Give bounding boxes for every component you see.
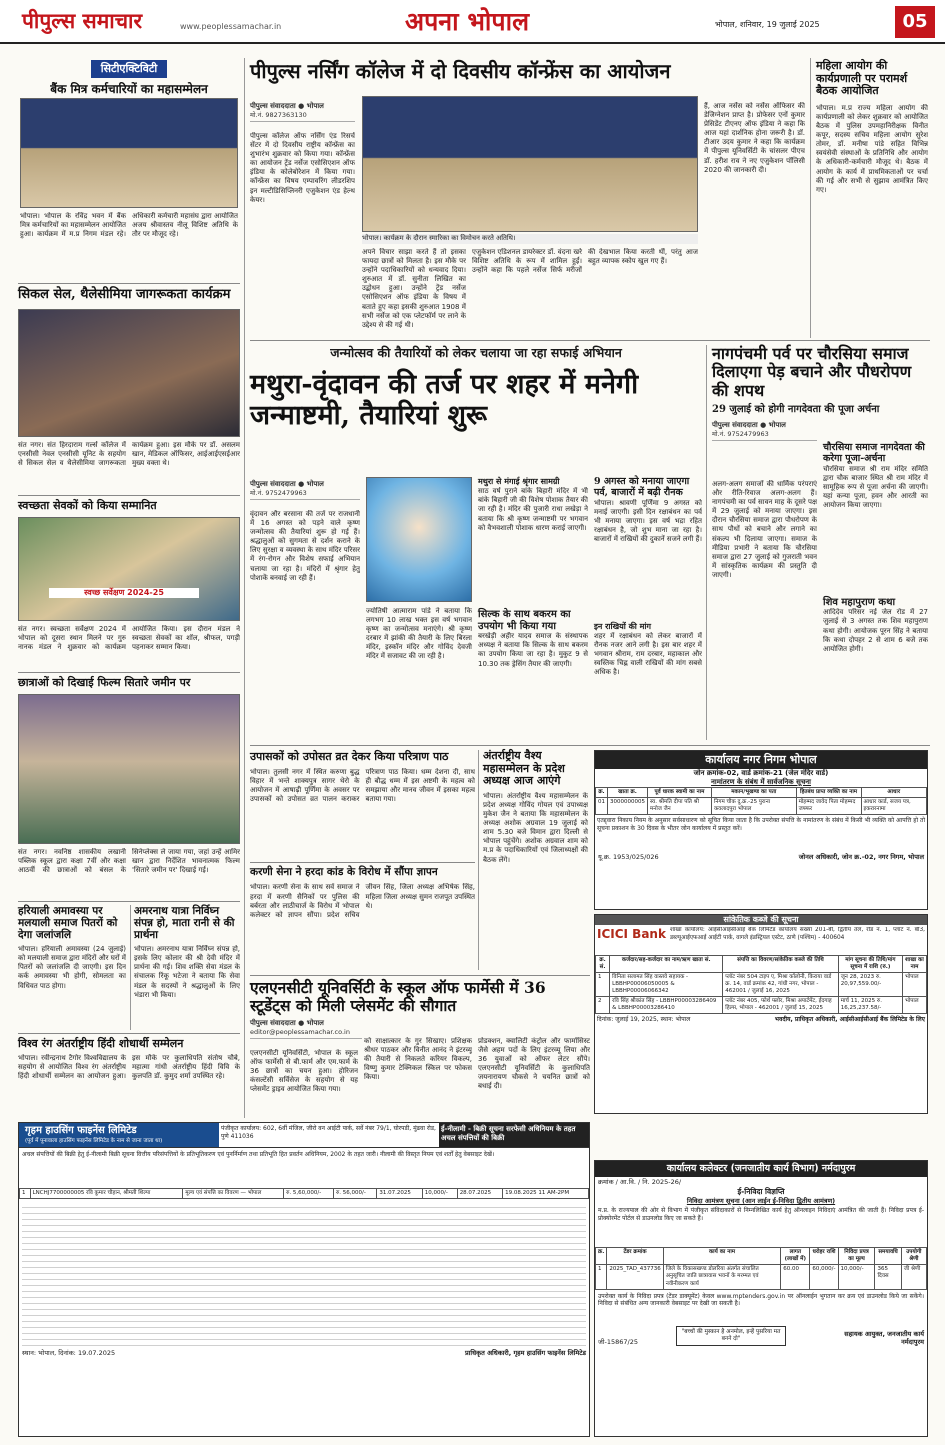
table-header-cell: टेंडर क्रमांक	[607, 1248, 663, 1265]
sub-headline: 9 अगस्त को मनाया जाएगा पर्व, बाजारों में बढ़ी रौनक	[594, 476, 690, 498]
film-headline: छात्राओं को दिखाई फिल्म सितारे जमीन पर	[18, 676, 191, 689]
table-cell: स्व. श्रीमति दीपा पति श्री मनोज जैन	[648, 798, 712, 815]
table-header-cell: कर्जदार/सह-कर्जदार का नाम/ऋण खाता सं.	[610, 956, 723, 973]
hindi-conference-text: भोपाल। रवीन्द्रनाथ टैगोर विश्वविद्यालय के सहयोग से आयोजित विश्व रंग अंतर्राष्ट्रीय हिंदी शोधार्थी सम्मेलन का आयोजन हुआ। इस मौके पर कुलाधिपति संतोष चौबे, महात्मा गांधी अंतर्राष्ट्रीय हिंदी विवि के कुलपति डॉ. कुमुद शर्मा उपस्थित रहे।	[18, 1054, 240, 1081]
lnct-col3: प्रोडक्शन, क्वालिटी कंट्रोल और फार्मासिस्ट जैसे अहम पदों के लिए इंटरव्यू लिया और 36 युवाओं को ऑफर लेटर सौंपे। एलएनसीटी यूनिवर्सिटी के कुलाधिपति जयनारायण चौकसे ने चयनित छात्रों को बधाई दी।	[478, 1037, 590, 1091]
griha-fineprint	[19, 1199, 589, 1349]
section-kicker: सिटीएक्टिविटी	[91, 60, 168, 78]
icici-table	[595, 955, 927, 1014]
masthead	[0, 0, 945, 44]
table-header-cell: क्र.	[596, 787, 608, 797]
cleanliness-text: संत नगर। स्वच्छता सर्वेक्षण 2024 में भोपाल को दूसरा स्थान मिलने पर गुरु नानक मंडल ने शुक्रवार को कार्यक्रम आयोजित किया। इस दौरान मंडल ने स्वच्छता सेवकों का शॉल, श्रीफल, पगड़ी पहनाकर सम्मान किया।	[18, 625, 240, 652]
upvas-text: भोपाल। तुलसी नगर में स्थित करुणा बुद्ध विहार में भन्ते शाक्यपुत्र सागर थेरो के आयोजन में आषाढ़ी पूर्णिमा के अवसर पर उपासकों को उपोसत व्रत पालन कराकर परित्राण पाठ किया। धम्म देशना दी, साथ ही बौद्ध धम्म में इस अष्टमी के महत्व को समझाया और मानव जीवन में इसका महत्व बताया गया।	[250, 768, 475, 804]
cleanliness-headline: स्वच्छता सेवकों को किया सम्मानित	[18, 499, 157, 512]
table-cell: रु. 5,60,000/-	[284, 1188, 334, 1198]
table-header-cell: संपत्ति का विवरण/सांकेतिक कब्जे की तिथि	[723, 956, 838, 973]
city-activity-headline: बैंक मित्र कर्मचारियों का महासम्मेलन	[50, 82, 208, 97]
table-cell: भोपाल	[903, 997, 927, 1014]
amarnath-text: भोपाल। अमरनाथ यात्रा निर्विघ्न संपन्न हो, इसके लिए कोलार की श्री देवी मंदिर में प्रार्थना की गई। शिव शक्ति सेवा मंडल के संचालक रिंकू भटेजा ने बताया कि सेवा मंडल के सदस्यों ने श्रद्धालुओं के लिए भंडारा भी किया।	[134, 945, 240, 999]
collector-footer	[595, 1324, 927, 1349]
amarnath-story	[134, 905, 240, 1030]
sickle-cell-text: संत नगर। संत हिरदाराम गर्ल्स कॉलेज में एनसीसी नेवल एनसीसी यूनिट के सहयोग से सिकल सेल व थैलेसीमिया जागरूकता कार्यक्रम हुआ। इस मौके पर डॉ. असलम खान, मेडिकल ऑफिसर, आईआईएसईआर मुख्य वक्ता थे।	[18, 441, 240, 468]
cleanliness-banner: स्वच्छ सर्वेक्षण 2024-25	[49, 588, 199, 598]
table-cell: निगम चौक दु.क्र.-25 पुराना कवलादपुरा भोपाल	[711, 798, 796, 815]
collector-table	[595, 1247, 927, 1289]
byline-email[interactable]: editor@peoplessamachar.co.in	[250, 1027, 350, 1036]
lnct-col1: एलएनसीटी यूनिवर्सिटी, भोपाल के स्कूल ऑफ फार्मेसी से बी.फार्म और एम.फार्म के 36 छात्रों का चयन हुआ। होरिजन कंसल्टेंसी सर्विसेज के सहयोग से यह प्लेसमेंट ड्राइव आयोजित किया गया।	[250, 1049, 358, 1094]
chaurasia-story	[712, 345, 928, 740]
cleanliness-photo	[18, 517, 240, 621]
griha-auction-title: ई-नीलामी - बिक्री सूचना सरफेसी अधिनियम के तहत अचल संपत्तियों की बिक्री	[439, 1123, 589, 1147]
collector-tender-notice	[594, 1160, 928, 1437]
vaishya-headline: अंतर्राष्ट्रीय वैश्य महासम्मेलन के प्रदेश अध्यक्ष आज आएंगे	[483, 749, 565, 788]
upvas-story	[250, 750, 475, 860]
sub-text: भोपाल। श्रावणी पूर्णिमा 9 अगस्त को मनाई जाएगी। इसी दिन रक्षाबंधन का पर्व भी मनाया जाएगा। इस वर्ष भद्रा रहित रक्षाबंधन है, जो शुभ माना जा रहा है। बाजारों में राखियों की दुकानें सजने लगी हैं।	[594, 498, 702, 544]
amarnath-headline: अमरनाथ यात्रा निर्विघ्न संपन्न हो, माता रानी से की प्रार्थना	[134, 905, 235, 942]
table-cell: मूल्य एवं संपत्ति का विवरण — भोपाल	[183, 1188, 284, 1198]
byline-text: पीपुल्स संवाददाता ● भोपाल	[250, 480, 324, 488]
table-cell: प्लॉट नंबर 405, फोर्थ फ्लोर, मिश्रा अपार्टमेंट, ईदगाह हिल्स, भोपाल - 462001 / जुलाई 15, 2025	[723, 997, 838, 1014]
sub-headline: इन राखियों की मांग	[594, 621, 651, 631]
notice-ref: यू.क्र. 1953/025/026	[598, 853, 659, 862]
icici-title: सांकेतिक कब्जे की सूचना	[595, 915, 927, 925]
sub-headline: चौरसिया समाज नागदेवता की करेगा पूजा-अर्चना	[823, 442, 925, 464]
sub-headline: सिल्क के साथ बकरम का उपयोग भी किया गया	[478, 609, 571, 632]
collector-slogan: "बच्चों की मुस्कान है अनमोल, इन्हें पुसरिया मत बनने दो"	[676, 1326, 786, 1347]
table-header-cell: निविदा प्रपत्र का मूल्य	[838, 1248, 875, 1265]
janmashtami-story	[250, 345, 702, 745]
hariyali-headline: हरियाली अमावस्या पर मलयाली समाज पितरों को देगा जलांजलि	[18, 905, 118, 942]
sub-text: बरखेड़ी अहीर यादव समाज के संस्थापक अध्यक्ष ने बताया कि सिल्क के साथ बकरम का उपयोग किया जा रहा है। मुकुट 9 से 10.30 तक ड्रेसिंग तैयार की जाएगी।	[478, 632, 588, 668]
sub-headline: शिव महापुराण कथा	[823, 596, 896, 608]
women-commission-text: भोपाल। म.प्र राज्य महिला आयोग की कार्यप्रणाली को लेकर शुक्रवार को आयोजित बैठक में पुलिस उपमहानिरीक्षक विनीत कपूर, सदस्य सचिव महिला आयोग सुरेश तोमर, डॉ. मनीषा पांडे सहित विभिन्न स्वयंसेवी संस्थाओं के प्रतिनिधि और आयोग के अधिकारी-कर्मचारी मौजूद थे। बैठक में आयोग के कार्य में प्राथमिकताओं पर चर्चा की गई और सभी से सुझाव आमंत्रित किए गए।	[816, 103, 928, 194]
table-header-cell: समयावधि	[875, 1248, 901, 1265]
nursing-col4: हैं, आज नर्सेस को नर्सेस ऑफिसर की डेजिग्नेशन प्राप्त है। प्रोफेसर एनों कुमार प्रेसिडेंट टीएनए ऑफ इंडिया ने कहा कि आज यहां दार्शनिक होना जरूरी है। डॉ. टीआर उदय कुमार ने कहा कि कार्यक्रम में पीपुल्स यूनिवर्सिटी के चांसलर पीएच डॉ. हरीश राव ने नए एजुकेशन पॉलिसी 2020 की जानकारी दी।	[704, 102, 805, 174]
newspaper-logo: पीपुल्स समाचार	[22, 8, 143, 33]
hindi-conference-story	[18, 1037, 240, 1119]
collector-sign: सहायक आयुक्त, जनजातीय कार्य नर्मदापुरम	[844, 1329, 924, 1347]
table-cell: रु. 56,000/-	[334, 1188, 377, 1198]
karni-text: भोपाल। करणी सेना के साथ सर्व समाज ने हरदा में करणी सैनिकों पर पुलिस की बर्बरता और लाठीचार्ज के विरोध में भोपाल कलेक्टर को ज्ञापन सौंपा। प्रदेश सचिव जीवन सिंह, जिला अध्यक्ष अभिषेक सिंह, महिला जिला अध्यक्ष सुमन राजपूत उपस्थित थे।	[250, 883, 475, 919]
griha-sign: प्राधिकृत अधिकारी, गृहम हाउसिंग फाइनेंस लिमिटेड	[465, 1348, 586, 1357]
janmashtami-col1: वृंदावन और बरसाना की तर्ज पर राजधानी में 16 अगस्त को पड़ने वाले कृष्ण जन्मोत्सव की तैयारियां शुरू हो गई हैं। श्रद्धालुओं को सुगमता से दर्शन कराने के लिए सुरक्षा व व्यवस्था के साथ मंदिर परिसर में रंग-रोगन और विशेष सफाई अभियान चलाया जा रहा है। मंदिरों में श्रृंगार हेतु पोशाकें बनवाई जा रही हैं।	[250, 510, 360, 582]
table-cell: जिले के विकासखण्ड डोलरिया अंतर्गत संचालित अनुसूचित जाति छात्रावास भवनों के मरम्मत एवं नवीनीकरण कार्य	[663, 1265, 780, 1289]
sub-text: साठ वर्ष पुराने बांके बिहारी मंदिर में भी बांके बिहारी जी की विशेष पोशाक तैयार की जा रही है। मंदिर की पुजारी राधा लखेड़ा ने बताया कि श्री कृष्ण जन्माष्टमी पर भगवान को वैभवशाली पोशाक धारण कराई जाएगी।	[478, 487, 588, 532]
nursing-byline	[250, 102, 355, 122]
griha-table	[19, 1188, 589, 1199]
byline-text: पीपुल्स संवाददाता ● भोपाल	[250, 1018, 324, 1027]
chaurasia-headline: नागपंचमी पर्व पर चौरसिया समाज दिलाएगा पेड़ बचाने और पौधरोपण की शपथ	[712, 344, 912, 400]
notice-sign: जोनल अधिकारी, जोन क्र.-02, नगर निगम, भोपाल	[798, 853, 924, 862]
table-cell: LNCHJ7700000005 रवि कुमार चौहान, श्रीमती शिल्पा	[30, 1188, 183, 1198]
table-cell: भोपाल	[903, 973, 927, 997]
film-photo	[18, 694, 240, 844]
nursing-story	[250, 60, 805, 330]
table-cell: 31.07.2025	[377, 1188, 422, 1198]
table-cell: 10,000/-	[838, 1265, 875, 1289]
table-header-cell: लागत (लाखों में)	[781, 1248, 810, 1265]
table-cell: 01	[596, 798, 608, 815]
table-cell: जून 28, 2023 रु. 20,97,559.00/-	[838, 973, 902, 997]
chaurasia-sub: 29 जुलाई को होगी नागदेवता की पूजा अर्चना	[712, 404, 880, 416]
collector-title: कार्यालय कलेक्टर (जनजातीय कार्य विभाग) नर्मदापुरम	[595, 1161, 927, 1177]
upvas-headline: उपासकों को उपोसत व्रत देकर किया परित्राण पाठ	[250, 750, 449, 763]
table-cell: 1	[596, 973, 610, 997]
table-cell: 2025_TAD_437736	[607, 1265, 663, 1289]
conference-photo	[20, 98, 238, 208]
janmashtami-col2: ज्योतिषी आत्माराम पांडे ने बताया कि लगभग 10 लाख भक्त इस वर्ष भगवान कृष्ण का जन्मोत्सव मनाएंगे। श्री कृष्ण दरबार में झांकी की तैयारी के लिए बिरला मंदिर, इस्कॉन मंदिर और गोविंद देवजी मंदिर में सजावट की जा रही है।	[366, 607, 472, 661]
vaishya-text: भोपाल। अंतर्राष्ट्रीय वैश्य महासम्मेलन के प्रदेश अध्यक्ष गोविंद गोयल एवं उपाध्यक्ष मुकेश जैन ने बताया कि महासम्मेलन के अध्यक्ष अशोक अग्रवाल 19 जुलाई को शाम 5.30 बजे विमान द्वारा दिल्ली से भोपाल पहुंचेंगे। अशोक अग्रवाल शाम को म.प्र के पदाधिकारियों एवं जिलाध्यक्षों की बैठक लेंगे।	[483, 791, 588, 864]
griha-title: गृहम हाउसिंग फाइनेंस लिमिटेड	[25, 1125, 137, 1136]
table-cell: जी श्रेणी	[901, 1265, 926, 1289]
table-cell: 60,000/-	[810, 1265, 838, 1289]
sub-text: शहर में रक्षाबंधन को लेकर बाजारों में रौनक नजर आने लगी है। इस बार शहर में भगवान श्रीराम, राम दरबार, महाकाल और स्वस्तिक चिह्न वाली राखियों की मांग सबसे अधिक है।	[594, 632, 702, 677]
karni-story	[250, 866, 475, 971]
griha-auction-notice	[18, 1122, 590, 1437]
griha-date: स्थान: भोपाल, दिनांक: 19.07.2025	[22, 1348, 116, 1357]
sub-text: आदिदेव परिसर नई जेल रोड में 27 जुलाई से 3 अगस्त तक शिव महापुराण कथा होगी। आयोजक पूरन सिंह ने बताया कि कथा दोपहर 2 से शाम 6 बजे तक आयोजित होगी।	[823, 608, 928, 653]
icici-logo: ICICI Bank	[597, 927, 666, 942]
nursing-headline: पीपुल्स नर्सिंग कॉलेज में दो दिवसीय कॉन्फ्रेंस का आयोजन	[250, 59, 671, 83]
table-header-cell: मांग सूचना की तिथि/मांग सूचना में राशि (रु.)	[838, 956, 902, 973]
table-cell: 1	[596, 1265, 607, 1289]
byline-mobile: मो.नं. 9752479963	[250, 488, 307, 497]
cleanliness-story	[18, 499, 240, 669]
icici-intro: शाखा कार्यालय: आईसीआईसीआई बैंक लिमिटेड कार्यालय संख्या 201-बी, द्वितीय तल, रोड नं. 1, प्लॉट नं. बी3, डब्ल्यूआईएफआई आईटी पार्क, वागले इंडस्ट्रियल एस्टेट, ठाणे (पश्चिम) - 400604	[669, 927, 925, 941]
women-commission-headline: महिला आयोग की कार्यप्रणाली पर परामर्श बैठक आयोजित	[816, 59, 908, 98]
janmashtami-byline	[250, 480, 360, 500]
griha-office: पंजीकृत कार्यालय: 602, 6वीं मंजिल, जीरो वन आईटी पार्क, सर्वे नंबर 79/1, घोरपडी, मुंढवा रोड, पुणे 411036	[221, 1125, 436, 1140]
table-header-cell: क्र. सं.	[596, 956, 610, 973]
table-header-cell: पूर्व धारक स्वामी का नाम	[648, 787, 712, 797]
table-header-cell: खाता क्र.	[608, 787, 648, 797]
table-cell: 10,000/-	[422, 1188, 457, 1198]
collector-ref: क्रमांक / आ.वि. / नि. 2025-26/	[598, 1178, 682, 1187]
table-header-cell: आधार	[861, 787, 926, 797]
table-cell: विनिता सलामत सिंह वास्तवे सहायक - LBBHP00006050005 & LBBHP00006066342	[610, 973, 723, 997]
nursing-photo	[362, 96, 698, 232]
griha-subtitle: (पूर्व में पूनावाला हाउसिंग फाइनेंस लिमिटेड के नाम से जाना जाता था)	[25, 1137, 163, 1144]
sickle-cell-headline: सिकल सेल, थैलेसीमिया जागरूकता कार्यक्रम	[18, 287, 231, 302]
table-cell: 3000000005	[608, 798, 648, 815]
hindi-conference-headline: विश्व रंग अंतर्राष्ट्रीय हिंदी शोधार्थी सम्मेलन	[18, 1037, 184, 1050]
sickle-cell-photo	[18, 309, 240, 437]
city-activity-text: भोपाल। भोपाल के रविंद्र भवन में बैंक मित्र कर्मचारियों का महासम्मेलन आयोजित हुआ। कार्यक्रम में म.प्र निगम मंडल रहे। अधिकारी कर्मचारी महासंघ द्वारा आयोजित अजय श्रीवास्तव नीलू विशिष्ट अतिथि के तौर पर मौजूद रहे।	[20, 212, 238, 239]
byline-text: पीपुल्स संवाददाता ● भोपाल	[250, 102, 324, 110]
nursing-caption: भोपाल। कार्यक्रम के दौरान स्मारिका का विमोचन करते अतिथि।	[362, 234, 698, 244]
byline-text: पीपुल्स संवाददाता ● भोपाल	[712, 420, 786, 429]
icici-footer	[595, 1014, 927, 1026]
janmashtami-col3	[478, 477, 588, 742]
notice-table	[595, 787, 927, 815]
table-cell: प्लॉट नंबर 504 टाइप ए, मिश्रा कॉलोनी, किराया वार्ड क्र. 14, वार्ड क्रमांक 42, गांधी नगर, भोपाल - 462001 / जुलाई 16, 2025	[723, 973, 838, 997]
website-url[interactable]: www.peoplessamachar.in	[180, 22, 282, 31]
table-header-cell: मकान/भूखण्ड का पता	[711, 787, 796, 797]
notice-footer	[595, 853, 927, 861]
notice-title: कार्यालय नगर निगम भोपाल	[595, 751, 927, 769]
dateline: भोपाल, शनिवार, 19 जुलाई 2025	[715, 20, 820, 29]
film-story	[18, 676, 240, 898]
sickle-cell-story	[18, 287, 240, 492]
table-cell: 365 दिवस	[875, 1265, 901, 1289]
page-number: 05	[895, 6, 935, 38]
lnct-col2: को साक्षात्कार के गुर सिखाए। प्रशिक्षक श्रीधर पाठकर और विनीत आनंद ने इंटरव्यू की तैयारी से निकलते करियर विकल्प, विष्णु कुमार टेक्निकल स्किल पर फोकस किया।	[364, 1037, 472, 1082]
vaishya-story	[483, 750, 588, 970]
women-commission-story	[816, 60, 928, 335]
table-row	[596, 997, 927, 1014]
byline-mobile: मो.नं. 9752479963	[712, 429, 769, 438]
janmashtami-col4	[594, 477, 702, 742]
collector-sub: ई-निविदा विज्ञप्ति	[737, 1187, 785, 1197]
griha-body: अचल संपत्तियों की बिक्री हेतु ई-नीलामी बिक्री सूचना वित्तीय परिसंपत्तियों के प्रतिभूतिकरण एवं पुनर्निर्माण तथा प्रतिभूति हित प्रवर्तन अधिनियम, 2002 के तहत जारी। नीलामी की विस्तृत नियम एवं शर्तों हेतु वेबसाइट देखें।	[22, 1150, 495, 1158]
table-cell: 19.08.2025 11 AM-2PM	[503, 1188, 589, 1198]
table-header-cell: धरोहर राशि	[810, 1248, 838, 1265]
nursing-col2: अपने विचार साझा करते हैं तो इसका फायदा छात्रों को मिलता है। इस मौके पर उन्होंने पदाधिकारियों को धन्यवाद दिया। शुरुआत में डॉ. सुनीता लिखित का उद्बोधन हुआ। उन्होंने ट्रेंड नर्सेज एसोसिएशन ऑफ इंडिया के विषय में बताते हुए कहा इसकी शुरुआत 1908 में सभी नर्सेज को एक प्लेटफॉर्म पर लाने के उद्देश्य से की गई थी।	[362, 248, 466, 328]
krishna-photo	[366, 477, 472, 602]
chaurasia-text: अलग-अलग समाजों की धार्मिक परंपराएं और रीति-रिवाज अलग-अलग हैं। नागपंचमी का पर्व सावन माह के दूसरे पक्ष में 29 जुलाई को मनाया जाएगा। इस दौरान चौरसिया समाज द्वारा पौधरोपण के साथ पौधों को बचाने और लगाने का संकल्प भी दिलाया जाएगा। समाज के मीडिया प्रभारी ने बताया कि चौरसिया समाज द्वारा 27 जुलाई को गुजराती भवन में सांस्कृतिक कार्यक्रम की प्रस्तुति दी जाएगी।	[712, 480, 817, 579]
collector-ref2: जी-15867/25	[598, 1338, 638, 1347]
janmashtami-headline: मथुरा-वृंदावन की तर्ज पर शहर में मनेगी जन्माष्टमी, तैयारियां शुरू	[250, 369, 639, 432]
table-row	[596, 973, 927, 997]
collector-note: उपरोक्त कार्य के निविदा प्रपत्र (टेंडर डाक्यूमेंट) केवल www.mptenders.gov.in पर ऑनलाईन भुगतान कर क्रय एवं डाउनलोड किये जा सकेंगे। निविदा से संबंधित अन्य जानकारी वेबसाइट पर देखी जा सकती है।	[598, 1292, 924, 1308]
table-cell: आधार कार्ड, सजय पत्र, इकरारनामा	[861, 798, 926, 815]
hariyali-text: भोपाल। हरियाली अमावस्या (24 जुलाई) को मलयाली समाज द्वारा मंदिरों और घरों में पितरों को जलांजलि दी जाएगी। इस दिन कर्क अमावस्या भी होगी, सोमलता का विधिवत पाठ होगा।	[18, 945, 126, 990]
hariyali-story	[18, 905, 126, 1030]
notice-zone: जोन क्रमांक-02, वार्ड क्रमांक-21 (जेल मंदिर वार्ड)	[693, 769, 829, 778]
table-header-cell: हितबंध प्राप्त व्यक्ति का नाम	[796, 787, 861, 797]
byline-mobile: मो.नं. 9827363130	[250, 110, 307, 119]
icici-date: दिनांक: जुलाई 19, 2025, स्थान: भोपाल	[597, 1016, 691, 1024]
griha-footer	[19, 1349, 589, 1357]
city-activity	[18, 60, 240, 280]
sub-text: चौरसिया समाज श्री राम मंदिर समिति द्वारा चौक बाजार स्थित श्री राम मंदिर में सामूहिक रूप से पूजा अर्चना की जाएगी। यहां कन्या पूजा, हवन और आरती का आयोजन किया जाएगा।	[823, 464, 928, 510]
nursing-col3: एजुकेशन एडिशनल डायरेक्टर डॉ. वंदना खरे विशिष्ट अतिथि के रूप में शामिल हुईं। उन्होंने कहा कि पहले नर्सेज सिर्फ मरीजों की देखभाल किया करती थीं, परंतु आज बहुत व्यापक स्कोप खुल गए हैं।	[472, 248, 698, 275]
table-cell: 28.07.2025	[457, 1188, 502, 1198]
table-cell: 1	[20, 1188, 31, 1198]
lnct-headline: एलएनसीटी यूनिवर्सिटी के स्कूल ऑफ फार्मेसी में 36 स्टूडेंट्स को मिली प्लेसमेंट की सौगात	[250, 978, 546, 1015]
table-header-cell: कार्य का नाम	[663, 1248, 780, 1265]
collector-sub2: निविदा आमंत्रण सूचना (आन लाईन ई-निविदा द्वितीय आमंत्रण)	[686, 1197, 836, 1206]
section-title: अपना भोपाल	[405, 7, 530, 36]
nursing-col1: पीपुल्स कॉलेज ऑफ नर्सिंग एंड रिसर्च सेंटर में दो दिवसीय राष्ट्रीय कॉन्फ्रेंस का शुभारंभ शुक्रवार को किया गया। कॉन्फ्रेंस का आयोजन ट्रेंड नर्सेज एसोसिएशन ऑफ इंडिया के कोलेबोरेशन में किया गया। कॉन्फ्रेंस का विषय एम्पावरिंग लीडरशिप इन मल्टीडिसिप्लिनरी एजुकेशन एंड हेल्थ केयर।	[250, 132, 355, 204]
table-cell: 2	[596, 997, 610, 1014]
table-header-cell: शाखा का नाम	[903, 956, 927, 973]
nagar-nigam-notice	[594, 750, 928, 910]
janmashtami-kicker: जन्मोत्सव की तैयारियों को लेकर चलाया जा रहा सफाई अभियान	[330, 345, 622, 360]
table-header-cell: क्र.	[596, 1248, 607, 1265]
notice-body: एतद्द्वारा निकाय नियम के अनुसार सर्वसाधारण को सूचित किया जाता है कि उपरोक्त संपत्ति के नामांतरण के संबंध में किसी भी व्यक्ति को आपत्ति हो तो सूचना प्रकाशन के 30 दिवस के भीतर जोन कार्यालय में प्रस्तुत करें।	[597, 817, 925, 832]
table-cell: 60.00	[781, 1265, 810, 1289]
chaurasia-col2	[823, 443, 928, 738]
lnct-story	[250, 979, 590, 1119]
table-cell: मार्च 11, 2025 रु. 16,25,237.58/-	[838, 997, 902, 1014]
table-cell: रवि सिंह श्रीकांत सिंह - LBBHP00003286409 & LBBHP00003286410	[610, 997, 723, 1014]
film-text: संत नगर। नवनिष्ठ शासकीय लखानी पब्लिक स्कूल द्वारा कक्षा 7वीं और कक्षा आठवीं की छात्राओं को बंसल के सिनेप्लेक्स ले जाया गया, जहां उन्हें आमिर खान द्वारा निर्देशित भावनात्मक फिल्म 'सितारे जमीन पर' दिखाई गई।	[18, 848, 240, 875]
icici-sign: भवदीय, प्राधिकृत अधिकारी, आईसीआईसीआई बैंक लिमिटेड के लिए	[774, 1016, 925, 1024]
lnct-byline	[250, 1019, 362, 1039]
sub-headline: मथुरा से मंगाई श्रृंगार सामग्री	[478, 477, 560, 486]
karni-headline: करणी सेना ने हरदा कांड के विरोध में सौंपा ज्ञापन	[250, 866, 438, 878]
collector-intro: म.प्र. के राज्यपाल की ओर से विभाग में पंजीकृत संविदाकारों से निम्नलिखित कार्य हेतु ऑनलाइन निविदाएं आमंत्रित की जाती हैं। निविदा प्रपत्र ई-प्रोक्योरमेंट पोर्टल से डाउनलोड किए जा सकते हैं।	[598, 1207, 924, 1223]
chaurasia-byline	[712, 421, 817, 441]
table-header-cell: उपयोगी श्रेणी	[901, 1248, 926, 1265]
icici-notice	[594, 914, 928, 1114]
notice-subject: नामांतरण के संबंध में सार्वजनिक सूचना	[711, 778, 811, 787]
table-cell: मोहम्मद जावेद पिता मोहम्मद जफ्फर	[796, 798, 861, 815]
